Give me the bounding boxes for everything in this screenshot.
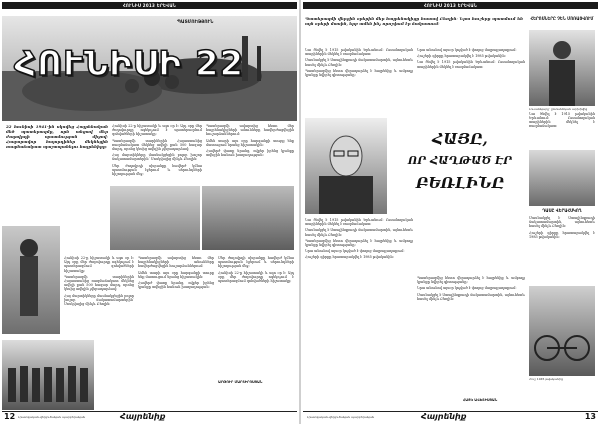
paragraph: Մասնակցել է Ստալինգրադի ճակատամարտին, այնուհետև հասել մինչև Բեռլին։ [305, 228, 413, 237]
page-number: 12 [4, 412, 16, 421]
right-header-bar [303, 2, 598, 9]
right-page [303, 0, 598, 424]
soldier-photo [529, 30, 595, 106]
paragraph: Հավերժ փառք նրանց, ովքեր իրենց կյանքը տվեցին հանուն խաղաղության։ [138, 281, 214, 290]
paragraph: Նա ծնվել է 1915 թվականին Երևանում։ Ուսանողական տարիներին մեկնել է ռազմաճակատ։ [417, 60, 525, 69]
right-lede-text: Պատերազմի վերջին օրերին մեր հայրենակիցը հասավ Բեռլին։ Նրա հուշերը պատմում են այն օրերի մասին, երբ ամեն ինչ որոշվում էր ճակատում։ [305, 16, 523, 26]
portrait-figure [305, 118, 387, 214]
paragraph: Մասնակցել է Ստալինգրադի ճակատամարտին, այնուհետև հասել մինչև Բեռլին։ [305, 58, 413, 67]
footer-text: Լրատվական-վերլուծական պարբերական [18, 415, 86, 419]
left-footer-bar [2, 411, 297, 422]
paragraph: Հուշերի գիրքը հրատարակվել է 1985 թվականին։ [305, 255, 394, 260]
memorial-photo [110, 186, 200, 250]
statue-photo [2, 226, 60, 334]
pull-quote [385, 128, 535, 194]
column-4 [64, 256, 134, 396]
paragraph: Պատերազմից հետո վերադարձել է հայրենիք և ամբողջ կյանքը նվիրել գիտությանը։ [417, 276, 525, 285]
soldier-figure [529, 30, 595, 106]
right-lede-block [305, 16, 523, 44]
sidebar-subtitle-box [528, 208, 596, 213]
right-col-4 [417, 276, 525, 396]
cannon-photo [529, 286, 595, 376]
pull-quote-line2: ՈՐ ՀԱՂԹԱԾ ԷՐ [407, 154, 513, 167]
paragraph: Հավերժ փառք նրանց, ովքեր իրենց կյանքը տվեցին հանուն խաղաղության։ [206, 149, 294, 158]
right-footer-text: Լրատվական-վերլուծական պարբերական [307, 415, 375, 419]
class-photo [529, 150, 595, 206]
paragraph: Պատերազմի տարիներին Հայաստանից ռազմաճակատ մեկնեց ավելի քան 500 հազար մարդ, որոնց կեսից ավելին չվերադարձավ։ [112, 138, 202, 152]
sidebar-caption-3: Հուշ 1945 թվականից [529, 378, 563, 381]
paragraph: Պատերազմից հետո վերադարձել է հայրենիք և ամբողջ կյանքը նվիրել գիտությանը։ [305, 238, 413, 248]
column-6 [218, 256, 294, 376]
main-title: ՀՈՒՆԻՍԻ 22 [14, 44, 245, 84]
right-col-2 [417, 48, 525, 116]
paragraph: Հայ մարտիկները մասնակցեցին բոլոր խոշոր ճակատամարտերին՝ Մոսկվայից մինչև Բեռլին։ [112, 153, 202, 162]
paragraph: Նա ծնվել է 1915 թվականին Երևանում։ Ուսանողական տարիներին մեկնել է ռազմաճակատ։ [529, 111, 595, 129]
bicycle-figure [529, 286, 595, 376]
sidebar-title: ՀԵՐՈՍՆԵՐԸ ՉԵՆ ՄՈՌԱՑՎՈՒՄ [530, 16, 594, 21]
paragraph: Նա ծնվել է 1915 թվականին Երևանում։ Ուսանողական տարիներին մեկնել է ռազմաճակատ։ [305, 218, 413, 227]
pull-quote-line1: ՀԱՅԸ, [432, 130, 488, 148]
sidebar-text-2 [529, 216, 595, 282]
paragraph: Պատերազմի ավարտից հետո մեր հայրենակիցների անունները հավերժացվեցին հուշարձաններում։ [206, 124, 294, 137]
right-masthead-logo: Հայրենիք [421, 412, 467, 421]
lede-block [6, 124, 108, 224]
sidebar-caption-2: ԴԱՍԸ ՎԵՐԱՀՍԿՈՂ [542, 208, 582, 213]
paragraph: Նրա անունով այսօր կոչված է փողոց մայրաքաղաքում։ [417, 48, 517, 52]
right-footer-bar [303, 411, 598, 422]
right-page-number: 13 [584, 412, 596, 421]
paragraph: Հուշերի գիրքը հրատարակվել է 1985 թվականին։ [529, 230, 595, 239]
paragraph: Նա ծնվել է 1915 թվականին Երևանում։ Ուսանողական տարիներին մեկնել է ռազմաճակատ։ [305, 48, 413, 57]
byline: ԱՐԹՈՒՐ ՄԱՐՏԻՐՈՍՅԱՆ [218, 380, 263, 384]
paragraph: Նրա անունով այսօր կոչված է փողոց մայրաքաղաքում։ [305, 249, 405, 254]
right-col-3 [305, 218, 413, 404]
right-header-text: ՀՈՒՆԻՍ 2013 ԵՐԵՎԱՆ [423, 3, 478, 8]
lede-text: 22 հունիսի 1941-ին սկսվեց Հայրենական մեծ պատերազմը, որն անցավ մեր ժողովրդի պատմության միջով։ Հազարավոր հայորդիներ մեկնեցին ռազմաճակատ պաշտպանելու հայրենիքը։ [6, 124, 108, 149]
left-header-text: ՀՈՒՆԻՍ 2013 ԵՐԵՎԱՆ [122, 3, 177, 8]
paragraph: Հուշերի գիրքը հրատարակվել է 1985 թվականին։ [417, 54, 506, 59]
right-col-1 [305, 48, 413, 116]
paragraph: Նրա անունով այսօր կոչված է փողոց մայրաքաղաքում։ [417, 286, 517, 291]
paragraph: Պատերազմի ավարտից հետո մեր հայրենակիցների անունները հավերժացվեցին հուշարձաններում։ [138, 256, 214, 269]
column-3 [206, 124, 294, 184]
sidebar-caption-1: Լուսանկարը՝ ընտանեկան արխիվից [529, 108, 588, 111]
sidebar-text-1 [529, 108, 595, 148]
paragraph: Մեր ժողովրդի սխրանքը հավերժ կմնա պատմության էջերում և սերունդների հիշողության մեջ։ [112, 163, 202, 177]
page-gutter [299, 0, 301, 424]
masthead-logo: Հայրենիք [120, 412, 166, 421]
statue-figure [2, 226, 60, 334]
left-header-bar [2, 2, 297, 9]
paragraph: Հունիսի 22-ը հիշատակի և սգո օր է։ Այդ օրը մեր ժողովուրդը ոգեկոչում է պատերազմում զոհվածների հիշատակը։ [112, 124, 202, 137]
paragraph: Պատերազմից հետո վերադարձել է հայրենիք և ամբողջ կյանքը նվիրել գիտությանը։ [305, 68, 413, 78]
sidebar [528, 16, 596, 21]
sidebar-caption-3-box [529, 378, 595, 400]
paragraph: Հայ մարտիկները մասնակցեցին բոլոր խոշոր ճակատամարտերին՝ Մոսկվայից մինչև Բեռլին։ [64, 293, 134, 307]
paragraph: Մեր ժողովրդի սխրանքը հավերժ կմնա պատմության էջերում և սերունդների հիշողության մեջ։ [218, 256, 294, 269]
wreath-photo [202, 186, 294, 250]
section-kicker: ՊԱՏՄՈՒԹՅՈՒՆ [177, 20, 214, 25]
pull-quote-line3: ԲԵՌԼԻՆԸ [415, 174, 505, 192]
column-5 [138, 256, 214, 396]
paragraph: Հունիսի 22-ը հիշատակի և սգո օր է։ Այդ օրը մեր ժողովուրդը ոգեկոչում է պատերազմում զոհվածների հիշատակը։ [64, 256, 134, 273]
paragraph: Մասնակցել է Ստալինգրադի ճակատամարտին, այնուհետև հասել մինչև Բեռլին։ [417, 292, 525, 301]
portrait-photo [305, 118, 387, 214]
paragraph: Ամեն տարի այս օրը հարգանքի տուրք ենք մատուցում նրանց հիշատակին։ [138, 270, 214, 279]
paragraph: Ամեն տարի այս օրը հարգանքի տուրք ենք մատուցում նրանց հիշատակին։ [206, 138, 294, 147]
paragraph: Պատերազմի տարիներին Հայաստանից ռազմաճակատ մեկնեց ավելի քան 500 հազար մարդ, որոնց կեսից ավելին չվերադարձավ։ [64, 274, 134, 292]
right-byline: ՀԱՅԿ ԱՎԵՏԻՍՅԱՆ [463, 398, 498, 402]
paragraph: Մասնակցել է Ստալինգրադի ճակատամարտին, այնուհետև հասել մինչև Բեռլին։ [529, 216, 595, 229]
paragraph: Հունիսի 22-ը հիշատակի և սգո օր է։ Այդ օրը մեր ժողովուրդը ոգեկոչում է պատերազմում զոհվածների հիշատակը։ [218, 270, 294, 284]
left-page [2, 0, 297, 424]
